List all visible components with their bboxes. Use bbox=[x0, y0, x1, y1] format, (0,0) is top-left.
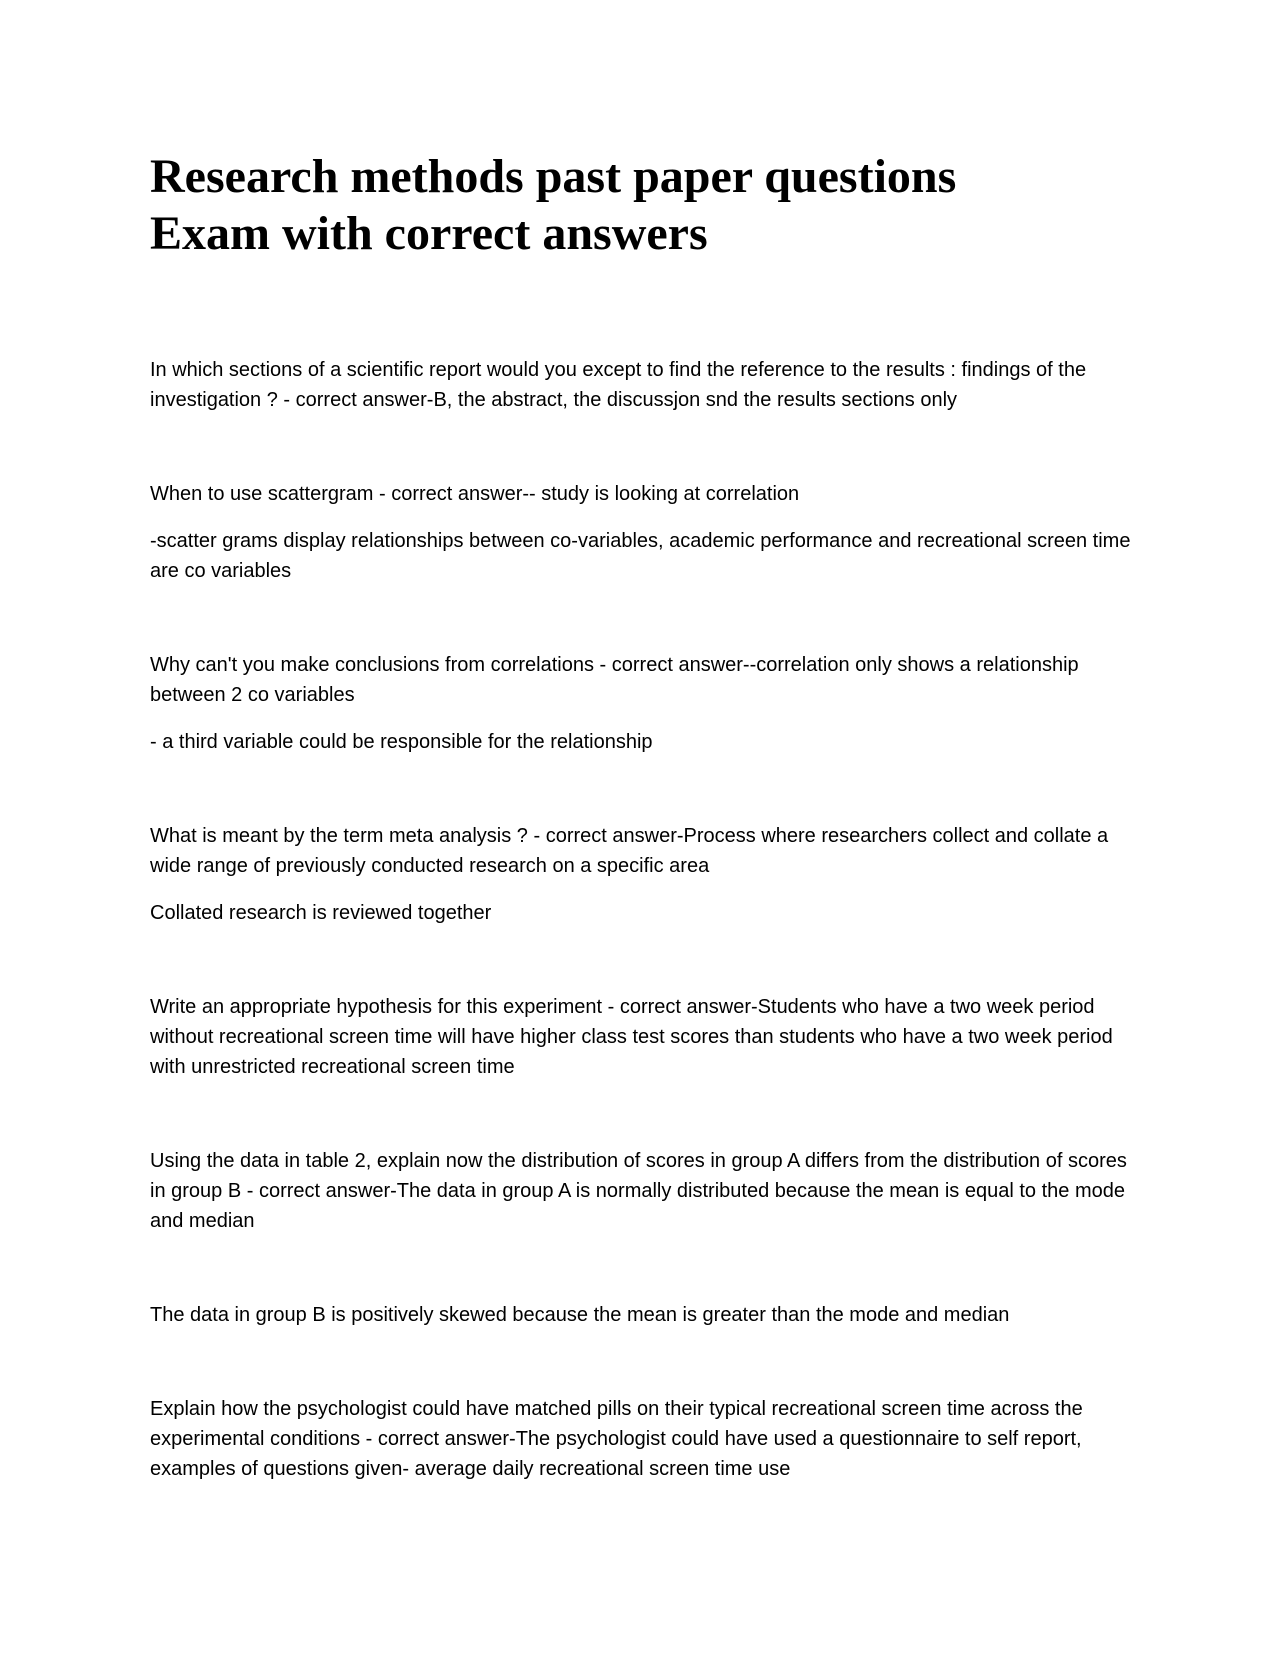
qa-paragraph: What is meant by the term meta analysis ? - correct answer-Process where researchers collect and collate a wide range of previously conducted research on a specific area bbox=[150, 825, 1109, 877]
qa-paragraph: Why can't you make conclusions from correlations - correct answer--correlation only shows a relationship between 2 co variables bbox=[150, 654, 1079, 706]
qa-block bbox=[150, 1300, 1140, 1330]
qa-paragraph: The data in group B is positively skewed because the mean is greater than the mode and median bbox=[150, 1304, 1010, 1326]
qa-block bbox=[150, 650, 1140, 757]
qa-block bbox=[150, 355, 1140, 415]
qa-block bbox=[150, 992, 1140, 1082]
qa-paragraph: -scatter grams display relationships between co-variables, academic performance and recreational screen time are co variables bbox=[150, 530, 1131, 582]
qa-block bbox=[150, 1394, 1140, 1484]
title-line: Exam with correct answers bbox=[150, 207, 708, 260]
qa-paragraph: Explain how the psychologist could have matched pills on their typical recreational screen time across the experimental conditions - correct answer-The psychologist could have used a questionnaire to self report, examples of questions given- average daily recreational screen time use bbox=[150, 1398, 1083, 1480]
qa-paragraph: When to use scattergram - correct answer-- study is looking at correlation bbox=[150, 483, 800, 505]
qa-paragraph: Using the data in table 2, explain now the distribution of scores in group A differs from the distribution of scores in group B - correct answer-The data in group A is normally distributed because the mean is equal to the mode and median bbox=[150, 1150, 1127, 1232]
document-title bbox=[150, 148, 1140, 262]
qa-paragraph: In which sections of a scientific report would you except to find the reference to the results : findings of the investigation ? - correct answer-B, the abstract, the discussjon snd the results sections only bbox=[150, 359, 1087, 411]
qa-list bbox=[150, 355, 1140, 1484]
qa-block bbox=[150, 1146, 1140, 1236]
qa-paragraph: Collated research is reviewed together bbox=[150, 902, 492, 924]
qa-paragraph: Write an appropriate hypothesis for this experiment - correct answer-Students who have a two week period without recreational screen time will have higher class test scores than students who have a two week period with unrestricted recreational screen time bbox=[150, 996, 1113, 1078]
document-content bbox=[150, 148, 1140, 1484]
title-line: Research methods past paper questions bbox=[150, 150, 957, 203]
qa-block bbox=[150, 821, 1140, 928]
qa-paragraph: - a third variable could be responsible for the relationship bbox=[150, 731, 653, 753]
qa-block bbox=[150, 479, 1140, 586]
